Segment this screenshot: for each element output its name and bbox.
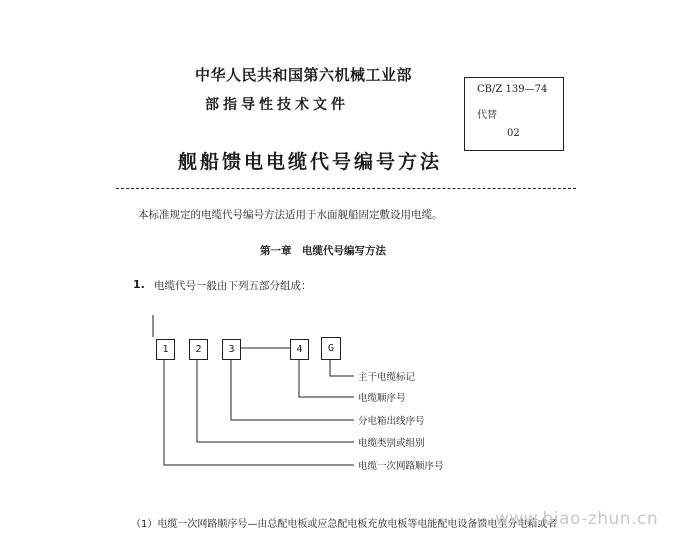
organization-heading: 中华人民共和国第六机械工业部 [195,66,413,84]
code-box-3: 3 [222,339,241,360]
label-main-cable-mark: 主干电缆标记 [358,372,416,383]
item-text: 电缆代号一般由下列五部分组成： [154,280,312,292]
code-box-4: 4 [290,339,309,360]
scope-paragraph: 本标准规定的电缆代号编号方法适用于水面舰船固定敷设用电缆。 [138,209,443,221]
replaces-value: 02 [507,128,520,139]
document-title: 舰船馈电电缆代号编号方法 [178,151,443,173]
watermark: www.biao-zhun.cn [495,509,659,529]
label-branch-box-outlet: 分电箱出线序号 [358,416,425,427]
item-number: 1. [133,278,145,291]
leader-branch [231,358,354,420]
leader-primary [164,358,354,465]
document-type-heading: 部指导性技术文件 [205,97,349,113]
leader-main [330,358,354,376]
replaces-label: 代替 [477,110,497,121]
definition-paragraph: （1）电缆一次网路顺序号—由总配电板或应急配电板充放电板等电能配电设备馈电至分电箱或者 [131,519,558,530]
standard-code: CB/Z 139—74 [477,84,548,95]
label-primary-network-order: 电缆一次网路顺序号 [358,461,444,472]
code-box-2: 2 [189,339,208,360]
code-box-g: G [321,337,341,360]
chapter-heading: 第一章 电缆代号编写方法 [260,245,386,257]
code-box-1: 1 [156,339,175,360]
label-cable-category: 电缆类别或组别 [358,438,425,449]
leader-order [299,358,354,397]
label-cable-order: 电缆顺序号 [358,393,406,404]
